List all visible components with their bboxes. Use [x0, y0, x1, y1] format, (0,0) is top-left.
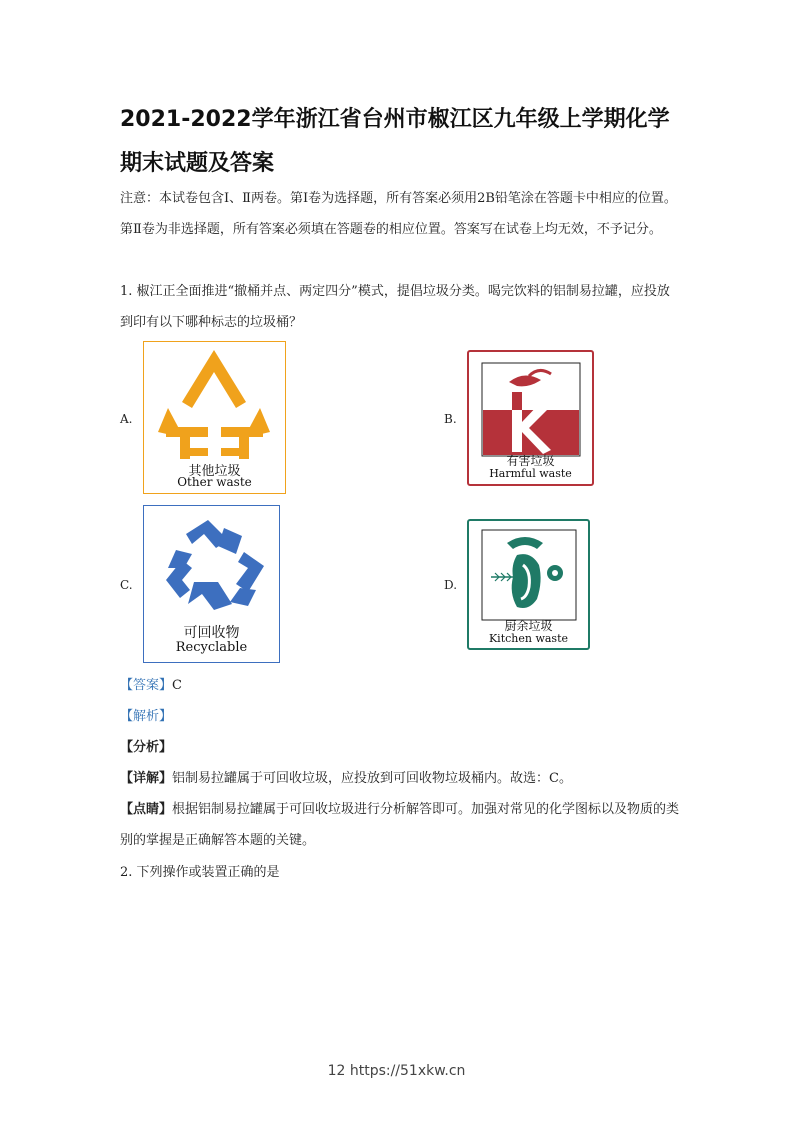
option-a-cn: 其他垃圾	[188, 464, 241, 479]
option-c-en: Recyclable	[175, 640, 248, 655]
option-b-en: Harmful waste	[489, 467, 572, 480]
option-d-en: Kitchen waste	[488, 632, 569, 645]
option-d-label: D.	[444, 578, 458, 592]
option-d-cn: 厨余垃圾	[504, 619, 553, 633]
option-b-label: B.	[444, 412, 457, 426]
question-1: 1. 椒江正全面推进“撤桶并点、两定四分”模式，提倡垃圾分类。喝完饮料的铝制易拉罐，应投放到印有以下哪种标志的垃圾桶？	[120, 284, 670, 330]
page-title: 2021-2022学年浙江省台州市椒江区九年级上学期化学期末试题及答案	[120, 107, 670, 176]
option-b-cn: 有害垃圾	[506, 454, 555, 468]
fenxi-tag: 【分析】	[120, 740, 173, 755]
answer-tag: 【答案】	[120, 678, 173, 693]
dianjing-text: 根据铝制易拉罐属于可回收垃圾进行分析解答即可。加强对常见的化学图标以及物质的类别的掌握是正确解答本题的关键。	[120, 802, 680, 848]
option-b-sign	[467, 350, 594, 486]
option-c-cn: 可回收物	[183, 625, 240, 641]
page-footer: 12 https://51xkw.cn	[327, 1063, 466, 1079]
option-a-en: Other waste	[177, 475, 252, 489]
answer-value: C	[172, 678, 182, 693]
option-d-sign	[467, 519, 590, 650]
option-a-sign	[143, 341, 286, 494]
dianjing-line	[120, 794, 680, 856]
answer-line	[120, 670, 680, 701]
question-2: 2. 下列操作或装置正确的是	[120, 865, 280, 880]
xiangjie-tag: 【详解】	[120, 771, 173, 786]
notice-text: 注意：本试卷包含Ⅰ、Ⅱ两卷。第Ⅰ卷为选择题，所有答案必须用2B铅笔涂在答题卡中相应的位置。第Ⅱ卷为非选择题，所有答案必须填在答题卷的相应位置。答案写在试卷上均无效，不予记分。	[120, 191, 677, 237]
option-a-label: A.	[120, 412, 133, 426]
dianjing-tag: 【点睛】	[120, 802, 173, 817]
jiexi-tag: 【解析】	[120, 709, 173, 724]
xiangjie-line	[120, 763, 680, 794]
xiangjie-text: 铝制易拉罐属于可回收垃圾，应投放到可回收物垃圾桶内。故选：C。	[172, 771, 572, 786]
option-c-label: C.	[120, 578, 133, 592]
option-c-sign	[143, 505, 280, 663]
